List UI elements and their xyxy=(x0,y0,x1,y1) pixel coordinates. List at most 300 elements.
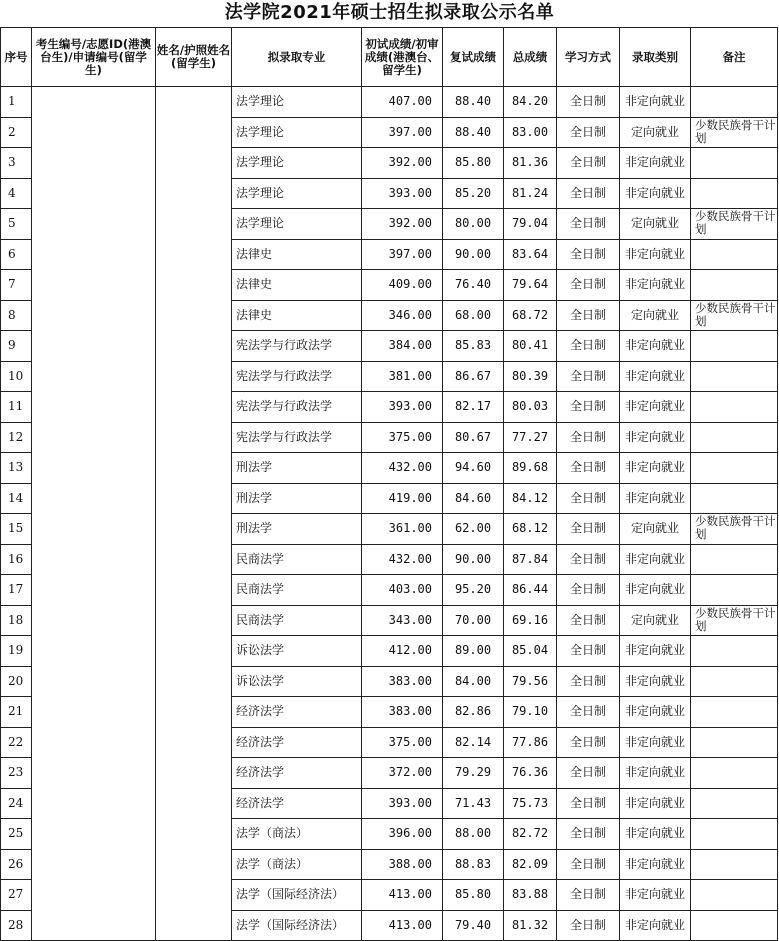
row-name xyxy=(156,392,232,423)
row-index: 3 xyxy=(1,148,32,179)
row-index: 2 xyxy=(1,117,32,148)
col-header-category: 录取类别 xyxy=(620,28,691,87)
col-header-exam-id: 考生编号/志愿ID(港澳台生)/申请编号(留学生) xyxy=(32,28,156,87)
row-index: 14 xyxy=(1,483,32,514)
row-name xyxy=(156,270,232,301)
row-index: 12 xyxy=(1,422,32,453)
row-note xyxy=(691,270,778,301)
row-exam-id xyxy=(32,392,156,423)
row-note xyxy=(691,544,778,575)
row-total-score: 89.68 xyxy=(504,453,557,484)
row-name xyxy=(156,514,232,545)
row-note: 少数民族骨干计划 xyxy=(691,209,778,240)
row-name xyxy=(156,148,232,179)
table-row xyxy=(1,758,778,789)
row-total-score: 83.88 xyxy=(504,880,557,911)
row-retest-score: 86.67 xyxy=(443,361,504,392)
row-retest-score: 84.00 xyxy=(443,666,504,697)
table-row xyxy=(1,209,778,240)
row-prelim-score: 383.00 xyxy=(362,666,443,697)
row-retest-score: 88.00 xyxy=(443,819,504,850)
row-index: 27 xyxy=(1,880,32,911)
table-body xyxy=(1,87,778,941)
row-index: 11 xyxy=(1,392,32,423)
row-prelim-score: 419.00 xyxy=(362,483,443,514)
row-major: 法学（国际经济法） xyxy=(232,880,362,911)
row-retest-score: 71.43 xyxy=(443,788,504,819)
row-note xyxy=(691,483,778,514)
row-note xyxy=(691,87,778,118)
table-row xyxy=(1,453,778,484)
row-major: 宪法学与行政法学 xyxy=(232,361,362,392)
row-admission-category: 非定向就业 xyxy=(620,666,691,697)
row-index: 22 xyxy=(1,727,32,758)
row-admission-category: 定向就业 xyxy=(620,514,691,545)
row-exam-id xyxy=(32,148,156,179)
row-prelim-score: 393.00 xyxy=(362,392,443,423)
row-index: 7 xyxy=(1,270,32,301)
row-name xyxy=(156,910,232,941)
row-name xyxy=(156,880,232,911)
table-row xyxy=(1,544,778,575)
row-exam-id xyxy=(32,666,156,697)
row-major: 法学理论 xyxy=(232,117,362,148)
row-retest-score: 79.40 xyxy=(443,910,504,941)
row-retest-score: 84.60 xyxy=(443,483,504,514)
row-note xyxy=(691,910,778,941)
row-total-score: 79.64 xyxy=(504,270,557,301)
row-note xyxy=(691,727,778,758)
row-admission-category: 定向就业 xyxy=(620,209,691,240)
row-prelim-score: 432.00 xyxy=(362,453,443,484)
row-total-score: 84.20 xyxy=(504,87,557,118)
row-admission-category: 非定向就业 xyxy=(620,361,691,392)
row-name xyxy=(156,209,232,240)
row-study-mode: 全日制 xyxy=(557,117,620,148)
row-exam-id xyxy=(32,209,156,240)
row-index: 15 xyxy=(1,514,32,545)
table-row xyxy=(1,575,778,606)
row-name xyxy=(156,697,232,728)
table-row xyxy=(1,666,778,697)
row-exam-id xyxy=(32,331,156,362)
row-index: 23 xyxy=(1,758,32,789)
row-name xyxy=(156,331,232,362)
row-study-mode: 全日制 xyxy=(557,87,620,118)
row-exam-id xyxy=(32,483,156,514)
row-major: 法律史 xyxy=(232,270,362,301)
row-exam-id xyxy=(32,300,156,331)
row-index: 18 xyxy=(1,605,32,636)
row-prelim-score: 432.00 xyxy=(362,544,443,575)
row-study-mode: 全日制 xyxy=(557,880,620,911)
row-exam-id xyxy=(32,788,156,819)
row-index: 6 xyxy=(1,239,32,270)
row-name xyxy=(156,666,232,697)
row-prelim-score: 383.00 xyxy=(362,697,443,728)
row-study-mode: 全日制 xyxy=(557,544,620,575)
row-prelim-score: 393.00 xyxy=(362,788,443,819)
row-retest-score: 94.60 xyxy=(443,453,504,484)
row-exam-id xyxy=(32,758,156,789)
row-retest-score: 76.40 xyxy=(443,270,504,301)
row-index: 19 xyxy=(1,636,32,667)
table-row xyxy=(1,849,778,880)
row-prelim-score: 375.00 xyxy=(362,727,443,758)
row-study-mode: 全日制 xyxy=(557,239,620,270)
row-note xyxy=(691,331,778,362)
row-major: 法学理论 xyxy=(232,209,362,240)
row-name xyxy=(156,483,232,514)
row-note xyxy=(691,758,778,789)
row-major: 法学（商法） xyxy=(232,849,362,880)
row-total-score: 86.44 xyxy=(504,575,557,606)
row-index: 28 xyxy=(1,910,32,941)
row-admission-category: 非定向就业 xyxy=(620,697,691,728)
table-row xyxy=(1,727,778,758)
col-header-note: 备注 xyxy=(691,28,778,87)
row-admission-category: 定向就业 xyxy=(620,300,691,331)
row-note xyxy=(691,788,778,819)
row-total-score: 69.16 xyxy=(504,605,557,636)
row-retest-score: 88.40 xyxy=(443,117,504,148)
row-name xyxy=(156,361,232,392)
row-admission-category: 非定向就业 xyxy=(620,636,691,667)
row-retest-score: 82.86 xyxy=(443,697,504,728)
row-exam-id xyxy=(32,880,156,911)
table-row xyxy=(1,788,778,819)
row-name xyxy=(156,758,232,789)
row-study-mode: 全日制 xyxy=(557,422,620,453)
row-exam-id xyxy=(32,819,156,850)
row-name xyxy=(156,575,232,606)
row-index: 9 xyxy=(1,331,32,362)
row-exam-id xyxy=(32,849,156,880)
row-prelim-score: 375.00 xyxy=(362,422,443,453)
row-total-score: 79.56 xyxy=(504,666,557,697)
row-study-mode: 全日制 xyxy=(557,392,620,423)
row-prelim-score: 372.00 xyxy=(362,758,443,789)
row-note xyxy=(691,819,778,850)
row-total-score: 79.10 xyxy=(504,697,557,728)
row-retest-score: 95.20 xyxy=(443,575,504,606)
row-retest-score: 90.00 xyxy=(443,544,504,575)
row-retest-score: 88.83 xyxy=(443,849,504,880)
row-total-score: 82.09 xyxy=(504,849,557,880)
row-major: 诉讼法学 xyxy=(232,666,362,697)
row-retest-score: 89.00 xyxy=(443,636,504,667)
row-major: 经济法学 xyxy=(232,727,362,758)
row-note xyxy=(691,422,778,453)
row-retest-score: 68.00 xyxy=(443,300,504,331)
row-prelim-score: 413.00 xyxy=(362,910,443,941)
row-name xyxy=(156,636,232,667)
row-major: 宪法学与行政法学 xyxy=(232,392,362,423)
row-index: 4 xyxy=(1,178,32,209)
row-admission-category: 非定向就业 xyxy=(620,422,691,453)
row-exam-id xyxy=(32,514,156,545)
row-admission-category: 非定向就业 xyxy=(620,544,691,575)
row-study-mode: 全日制 xyxy=(557,148,620,179)
row-note xyxy=(691,666,778,697)
row-note: 少数民族骨干计划 xyxy=(691,605,778,636)
table-row xyxy=(1,636,778,667)
row-major: 民商法学 xyxy=(232,544,362,575)
row-retest-score: 82.17 xyxy=(443,392,504,423)
row-total-score: 83.64 xyxy=(504,239,557,270)
row-index: 25 xyxy=(1,819,32,850)
admission-table xyxy=(0,27,778,941)
row-study-mode: 全日制 xyxy=(557,178,620,209)
table-row xyxy=(1,300,778,331)
row-note: 少数民族骨干计划 xyxy=(691,117,778,148)
row-note xyxy=(691,636,778,667)
row-admission-category: 非定向就业 xyxy=(620,453,691,484)
row-total-score: 80.41 xyxy=(504,331,557,362)
row-index: 26 xyxy=(1,849,32,880)
row-major: 法学（商法） xyxy=(232,819,362,850)
row-note xyxy=(691,880,778,911)
row-major: 民商法学 xyxy=(232,575,362,606)
row-admission-category: 非定向就业 xyxy=(620,575,691,606)
row-retest-score: 80.00 xyxy=(443,209,504,240)
row-major: 法律史 xyxy=(232,239,362,270)
row-exam-id xyxy=(32,178,156,209)
row-study-mode: 全日制 xyxy=(557,331,620,362)
row-exam-id xyxy=(32,605,156,636)
row-exam-id xyxy=(32,422,156,453)
row-total-score: 85.04 xyxy=(504,636,557,667)
row-name xyxy=(156,453,232,484)
row-admission-category: 非定向就业 xyxy=(620,849,691,880)
row-study-mode: 全日制 xyxy=(557,666,620,697)
row-major: 法学理论 xyxy=(232,87,362,118)
row-name xyxy=(156,239,232,270)
row-name xyxy=(156,300,232,331)
row-total-score: 68.12 xyxy=(504,514,557,545)
row-major: 经济法学 xyxy=(232,788,362,819)
row-exam-id xyxy=(32,361,156,392)
row-retest-score: 85.20 xyxy=(443,178,504,209)
col-header-total: 总成绩 xyxy=(504,28,557,87)
row-study-mode: 全日制 xyxy=(557,910,620,941)
row-note xyxy=(691,361,778,392)
row-admission-category: 定向就业 xyxy=(620,605,691,636)
table-row xyxy=(1,819,778,850)
col-header-major: 拟录取专业 xyxy=(232,28,362,87)
row-retest-score: 90.00 xyxy=(443,239,504,270)
table-row xyxy=(1,331,778,362)
row-note xyxy=(691,239,778,270)
row-major: 宪法学与行政法学 xyxy=(232,422,362,453)
row-index: 21 xyxy=(1,697,32,728)
row-name xyxy=(156,727,232,758)
row-index: 24 xyxy=(1,788,32,819)
row-prelim-score: 397.00 xyxy=(362,117,443,148)
row-total-score: 75.73 xyxy=(504,788,557,819)
row-major: 法学（国际经济法） xyxy=(232,910,362,941)
row-prelim-score: 412.00 xyxy=(362,636,443,667)
row-major: 法律史 xyxy=(232,300,362,331)
row-major: 法学理论 xyxy=(232,148,362,179)
row-admission-category: 非定向就业 xyxy=(620,87,691,118)
table-row xyxy=(1,697,778,728)
row-admission-category: 非定向就业 xyxy=(620,148,691,179)
row-study-mode: 全日制 xyxy=(557,788,620,819)
row-total-score: 84.12 xyxy=(504,483,557,514)
row-total-score: 77.86 xyxy=(504,727,557,758)
row-major: 经济法学 xyxy=(232,697,362,728)
row-name xyxy=(156,788,232,819)
table-row xyxy=(1,178,778,209)
row-note xyxy=(691,392,778,423)
row-prelim-score: 396.00 xyxy=(362,819,443,850)
row-prelim-score: 409.00 xyxy=(362,270,443,301)
row-prelim-score: 384.00 xyxy=(362,331,443,362)
col-header-name: 姓名/护照姓名(留学生) xyxy=(156,28,232,87)
row-retest-score: 80.67 xyxy=(443,422,504,453)
row-study-mode: 全日制 xyxy=(557,575,620,606)
row-study-mode: 全日制 xyxy=(557,361,620,392)
row-retest-score: 70.00 xyxy=(443,605,504,636)
row-exam-id xyxy=(32,910,156,941)
table-row xyxy=(1,392,778,423)
row-total-score: 81.32 xyxy=(504,910,557,941)
col-header-mode: 学习方式 xyxy=(557,28,620,87)
row-study-mode: 全日制 xyxy=(557,758,620,789)
row-total-score: 80.39 xyxy=(504,361,557,392)
row-exam-id xyxy=(32,453,156,484)
row-admission-category: 非定向就业 xyxy=(620,788,691,819)
row-exam-id xyxy=(32,239,156,270)
row-admission-category: 非定向就业 xyxy=(620,910,691,941)
row-retest-score: 85.83 xyxy=(443,331,504,362)
row-study-mode: 全日制 xyxy=(557,483,620,514)
row-major: 法学理论 xyxy=(232,178,362,209)
row-retest-score: 62.00 xyxy=(443,514,504,545)
row-note xyxy=(691,178,778,209)
row-major: 宪法学与行政法学 xyxy=(232,331,362,362)
row-prelim-score: 361.00 xyxy=(362,514,443,545)
col-header-idx: 序号 xyxy=(1,28,32,87)
row-admission-category: 非定向就业 xyxy=(620,483,691,514)
row-study-mode: 全日制 xyxy=(557,849,620,880)
row-exam-id xyxy=(32,575,156,606)
row-exam-id xyxy=(32,117,156,148)
row-study-mode: 全日制 xyxy=(557,819,620,850)
row-prelim-score: 343.00 xyxy=(362,605,443,636)
row-prelim-score: 413.00 xyxy=(362,880,443,911)
table-row xyxy=(1,880,778,911)
row-prelim-score: 403.00 xyxy=(362,575,443,606)
row-total-score: 80.03 xyxy=(504,392,557,423)
row-admission-category: 非定向就业 xyxy=(620,727,691,758)
table-row xyxy=(1,910,778,941)
row-admission-category: 非定向就业 xyxy=(620,758,691,789)
row-admission-category: 非定向就业 xyxy=(620,819,691,850)
row-total-score: 82.72 xyxy=(504,819,557,850)
row-index: 8 xyxy=(1,300,32,331)
row-major: 刑法学 xyxy=(232,483,362,514)
row-note xyxy=(691,849,778,880)
row-prelim-score: 346.00 xyxy=(362,300,443,331)
row-note: 少数民族骨干计划 xyxy=(691,514,778,545)
row-index: 1 xyxy=(1,87,32,118)
row-name xyxy=(156,544,232,575)
row-study-mode: 全日制 xyxy=(557,453,620,484)
row-admission-category: 非定向就业 xyxy=(620,880,691,911)
row-retest-score: 82.14 xyxy=(443,727,504,758)
row-note xyxy=(691,697,778,728)
row-admission-category: 非定向就业 xyxy=(620,178,691,209)
row-note: 少数民族骨干计划 xyxy=(691,300,778,331)
row-name xyxy=(156,605,232,636)
table-header-row xyxy=(1,28,778,87)
row-prelim-score: 407.00 xyxy=(362,87,443,118)
table-row xyxy=(1,87,778,118)
row-exam-id xyxy=(32,270,156,301)
row-name xyxy=(156,117,232,148)
row-study-mode: 全日制 xyxy=(557,636,620,667)
row-index: 20 xyxy=(1,666,32,697)
row-total-score: 77.27 xyxy=(504,422,557,453)
table-row xyxy=(1,514,778,545)
row-major: 经济法学 xyxy=(232,758,362,789)
row-note xyxy=(691,148,778,179)
row-admission-category: 非定向就业 xyxy=(620,392,691,423)
row-study-mode: 全日制 xyxy=(557,209,620,240)
table-row xyxy=(1,361,778,392)
row-total-score: 79.04 xyxy=(504,209,557,240)
row-major: 刑法学 xyxy=(232,514,362,545)
row-exam-id xyxy=(32,636,156,667)
table-row xyxy=(1,117,778,148)
row-study-mode: 全日制 xyxy=(557,270,620,301)
row-study-mode: 全日制 xyxy=(557,727,620,758)
row-study-mode: 全日制 xyxy=(557,605,620,636)
row-exam-id xyxy=(32,87,156,118)
row-total-score: 87.84 xyxy=(504,544,557,575)
row-name xyxy=(156,178,232,209)
row-total-score: 76.36 xyxy=(504,758,557,789)
row-admission-category: 非定向就业 xyxy=(620,270,691,301)
row-prelim-score: 397.00 xyxy=(362,239,443,270)
row-study-mode: 全日制 xyxy=(557,300,620,331)
row-admission-category: 非定向就业 xyxy=(620,331,691,362)
row-index: 5 xyxy=(1,209,32,240)
row-prelim-score: 393.00 xyxy=(362,178,443,209)
row-prelim-score: 388.00 xyxy=(362,849,443,880)
row-major: 民商法学 xyxy=(232,605,362,636)
row-note xyxy=(691,453,778,484)
row-name xyxy=(156,422,232,453)
row-major: 刑法学 xyxy=(232,453,362,484)
row-name xyxy=(156,849,232,880)
table-row xyxy=(1,605,778,636)
row-index: 17 xyxy=(1,575,32,606)
table-row xyxy=(1,148,778,179)
row-retest-score: 85.80 xyxy=(443,148,504,179)
col-header-prelim: 初试成绩/初审成绩(港澳台、留学生) xyxy=(362,28,443,87)
row-retest-score: 79.29 xyxy=(443,758,504,789)
row-study-mode: 全日制 xyxy=(557,697,620,728)
table-row xyxy=(1,239,778,270)
row-total-score: 81.36 xyxy=(504,148,557,179)
row-prelim-score: 392.00 xyxy=(362,209,443,240)
row-index: 13 xyxy=(1,453,32,484)
row-retest-score: 88.40 xyxy=(443,87,504,118)
table-row xyxy=(1,483,778,514)
